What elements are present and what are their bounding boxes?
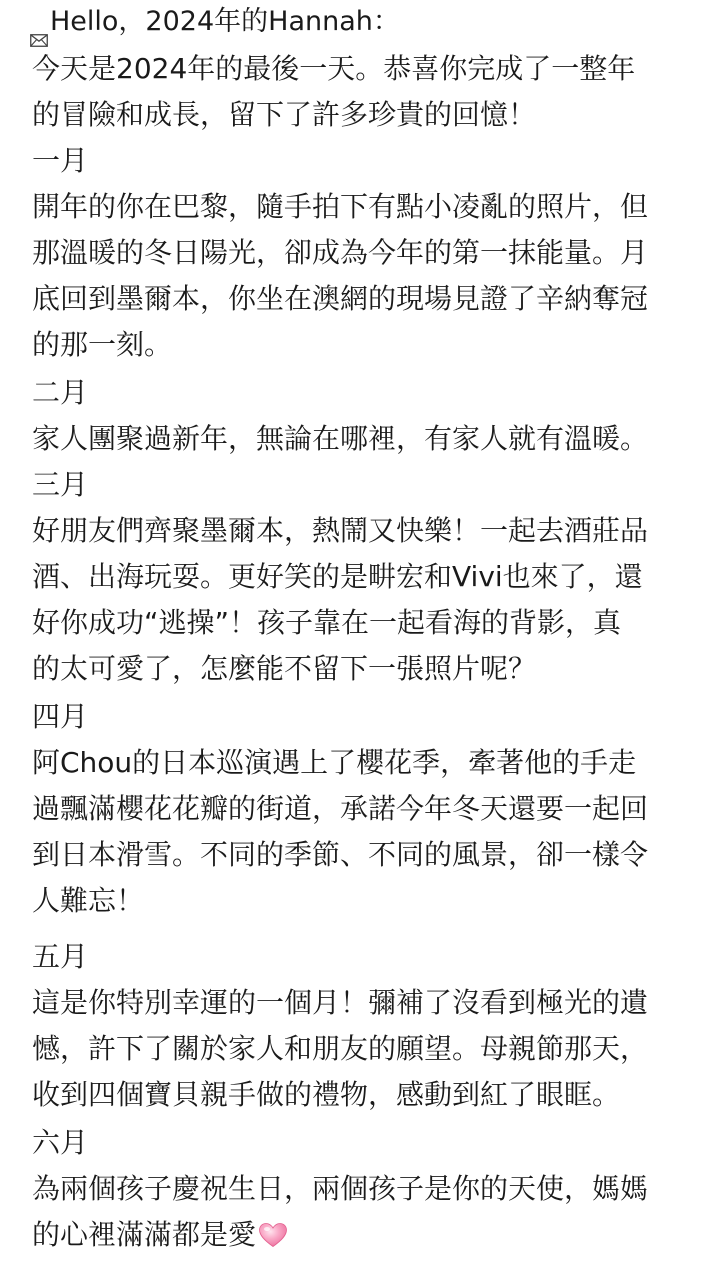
text-line: 到日本滑雪。不同的季節、不同的風景，卻一樣令 <box>32 838 649 871</box>
text-line: 為兩個孩子慶祝生日，兩個孩子是你的天使，媽媽 <box>32 1172 649 1205</box>
text-line: 的冒險和成長，留下了許多珍貴的回憶！ <box>32 98 537 131</box>
text-line: 收到四個寶貝親手做的禮物，感動到紅了眼眶。 <box>32 1078 621 1111</box>
month-section-april <box>32 694 648 924</box>
text-line: 開年的你在巴黎，隨手拍下有點小凌亂的照片，但 <box>32 190 649 223</box>
text-line: 那溫暖的冬日陽光，卻成為今年的第一抹能量。月 <box>32 236 649 269</box>
text-line: 人難忘！ <box>32 884 145 917</box>
text-line: 這是你特別幸運的一個月！彌補了沒看到極光的遺 <box>32 986 649 1019</box>
text-line: 底回到墨爾本，你坐在澳網的現場見證了辛納奪冠 <box>32 282 649 315</box>
month-title: 一月 <box>32 144 89 177</box>
text-line: 好你成功“逃操”！孩子靠在一起看海的背影，真 <box>32 606 622 639</box>
text-line: 酒、出海玩耍。更好笑的是畊宏和Vivi也來了，還 <box>32 560 643 593</box>
month-section-february <box>32 370 648 462</box>
month-section-march <box>32 462 648 692</box>
text-line-with-heart <box>32 1212 648 1258</box>
month-title: 三月 <box>32 468 89 501</box>
greeting-text: Hello，2024年的Hannah： <box>50 6 400 37</box>
month-title: 五月 <box>32 940 89 973</box>
month-title: 六月 <box>32 1126 89 1159</box>
text-line: 的那一刻。 <box>32 328 173 361</box>
text-line: 過飄滿櫻花花瓣的街道，承諾今年冬天還要一起回 <box>32 792 649 825</box>
greeting-line <box>30 0 400 44</box>
text-line: 的太可愛了，怎麼能不留下一張照片呢？ <box>32 652 537 685</box>
text-line: 的心裡滿滿都是愛 <box>32 1218 257 1251</box>
heart-icon <box>258 1216 288 1242</box>
text-line: 家人團聚過新年，無論在哪裡，有家人就有溫暖。 <box>32 422 649 455</box>
month-section-january <box>32 138 648 368</box>
intro-paragraph <box>32 46 635 138</box>
text-line: 憾，許下了關於家人和朋友的願望。母親節那天， <box>32 1032 649 1065</box>
month-section-june <box>32 1120 648 1258</box>
month-title: 二月 <box>32 376 89 409</box>
month-title: 四月 <box>32 700 89 733</box>
text-line: 阿Chou的日本巡演遇上了櫻花季，牽著他的手走 <box>32 746 637 779</box>
text-line: 好朋友們齊聚墨爾本，熱鬧又快樂！一起去酒莊品 <box>32 514 649 547</box>
envelope-icon <box>30 17 48 30</box>
month-section-may <box>32 934 648 1118</box>
text-line: 今天是2024年的最後一天。恭喜你完成了一整年 <box>32 52 636 85</box>
